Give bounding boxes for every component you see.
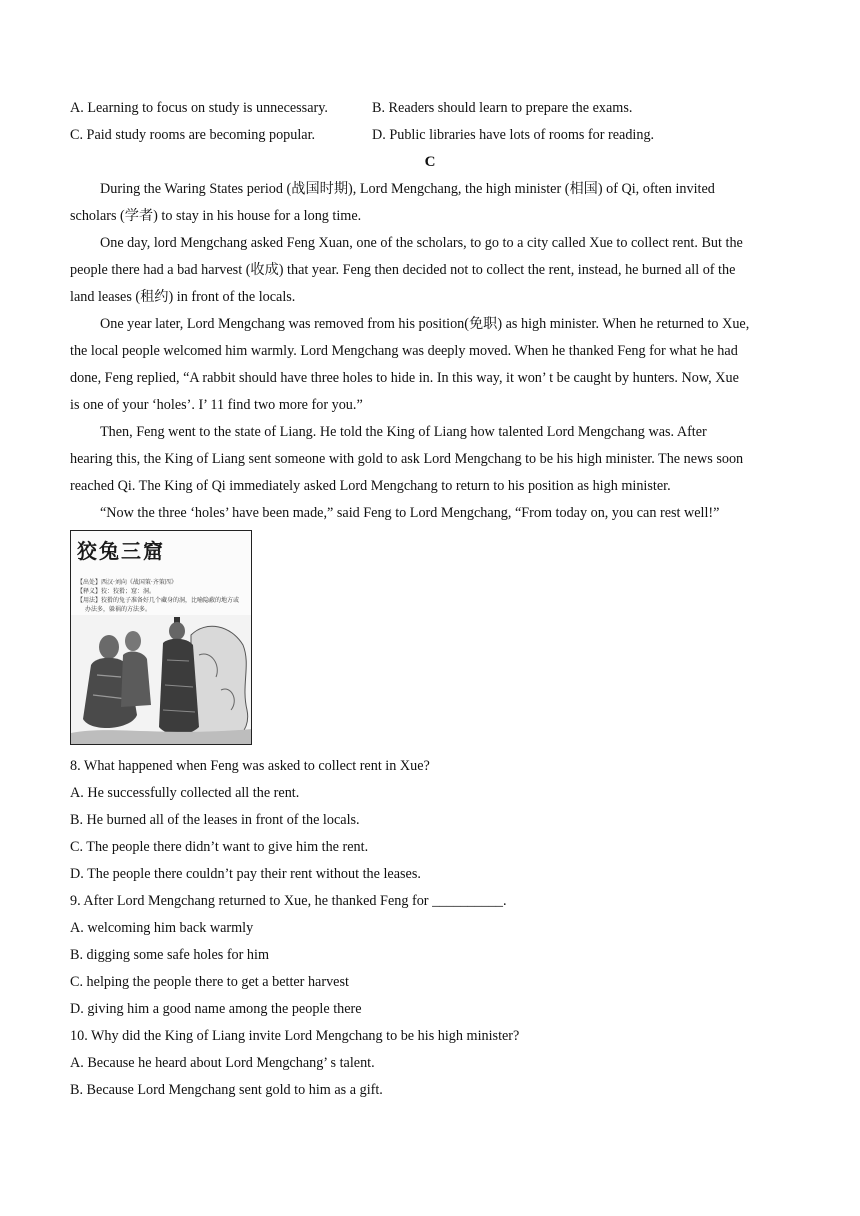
prev-option-c: C. Paid study rooms are becoming popular. [70, 127, 316, 143]
idiom-illustration [70, 530, 252, 745]
passage-line: is one of your ‘holes’. I’ 11 find two more for you.” [70, 397, 363, 413]
q8-option-d: D. The people there couldn’t pay their rent without the leases. [70, 866, 421, 882]
section-heading: C [424, 154, 436, 170]
passage-line: scholars (学者) to stay in his house for a long time. [70, 208, 362, 224]
passage-line: reached Qi. The King of Qi immediately asked Lord Mengchang to return to his position as high minister. [70, 478, 671, 494]
passage-line: During the Waring States period (战国时期), Lord Mengchang, the high minister (相国) of Qi, often invited [100, 181, 715, 197]
passage-line: people there had a bad harvest (收成) that year. Feng then decided not to collect the rent, instead, he burned all of the [70, 262, 736, 278]
question-10: 10. Why did the King of Liang invite Lord Mengchang to be his high minister? [70, 1028, 520, 1044]
passage-line: One day, lord Mengchang asked Feng Xuan, one of the scholars, to go to a city called Xue to collect rent. But the [100, 235, 743, 251]
prev-option-d: D. Public libraries have lots of rooms for reading. [372, 127, 655, 143]
passage-line: “Now the three ‘holes’ have been made,” said Feng to Lord Mengchang, “From today on, you can rest well!” [100, 505, 720, 521]
question-8: 8. What happened when Feng was asked to collect rent in Xue? [70, 758, 430, 774]
passage-line: land leases (租约) in front of the locals. [70, 289, 296, 305]
passage-line: Then, Feng went to the state of Liang. He told the King of Liang how talented Lord Mengchang was. After [100, 424, 707, 440]
prev-option-a: A. Learning to focus on study is unnecessary. [70, 100, 328, 116]
q10-option-b: B. Because Lord Mengchang sent gold to him as a gift. [70, 1082, 383, 1098]
question-9: 9. After Lord Mengchang returned to Xue, he thanked Feng for __________. [70, 893, 507, 909]
figure-note: 【用法】狡猾的兔子准备好几个藏身的洞，比喻隐蔽的地方或 [77, 597, 240, 604]
figure-title: 狡兔三窟 [77, 539, 165, 563]
q9-option-d: D. giving him a good name among the people there [70, 1001, 362, 1017]
ink-drawing [71, 615, 252, 745]
q10-option-a: A. Because he heard about Lord Mengchang’ s talent. [70, 1055, 375, 1071]
figure-note: 【释义】狡：狡猾；窟：洞。 [77, 588, 156, 595]
passage-line: done, Feng replied, “A rabbit should have three holes to hide in. In this way, it won’ t be caught by hunters. Now, Xue [70, 370, 739, 386]
passage-line: hearing this, the King of Liang sent someone with gold to ask Lord Mengchang to be his high minister. The news soon [70, 451, 744, 467]
passage-line: the local people welcomed him warmly. Lord Mengchang was deeply moved. When he thanked Feng for what he had [70, 343, 738, 359]
q8-option-a: A. He successfully collected all the rent. [70, 785, 300, 801]
prev-option-b: B. Readers should learn to prepare the exams. [372, 100, 633, 116]
q9-option-a: A. welcoming him back warmly [70, 920, 254, 936]
q9-option-b: B. digging some safe holes for him [70, 947, 269, 963]
q8-option-c: C. The people there didn’t want to give him the rent. [70, 839, 369, 855]
passage-line: One year later, Lord Mengchang was removed from his position(免职) as high minister. When he returned to Xue, [100, 316, 750, 332]
q8-option-b: B. He burned all of the leases in front of the locals. [70, 812, 360, 828]
q9-option-c: C. helping the people there to get a better harvest [70, 974, 349, 990]
figure-note: 【出处】西汉·刘向《战国策·齐策四》 [77, 579, 177, 586]
figure-note: 办法多，躲祸的方法多。 [85, 606, 152, 613]
